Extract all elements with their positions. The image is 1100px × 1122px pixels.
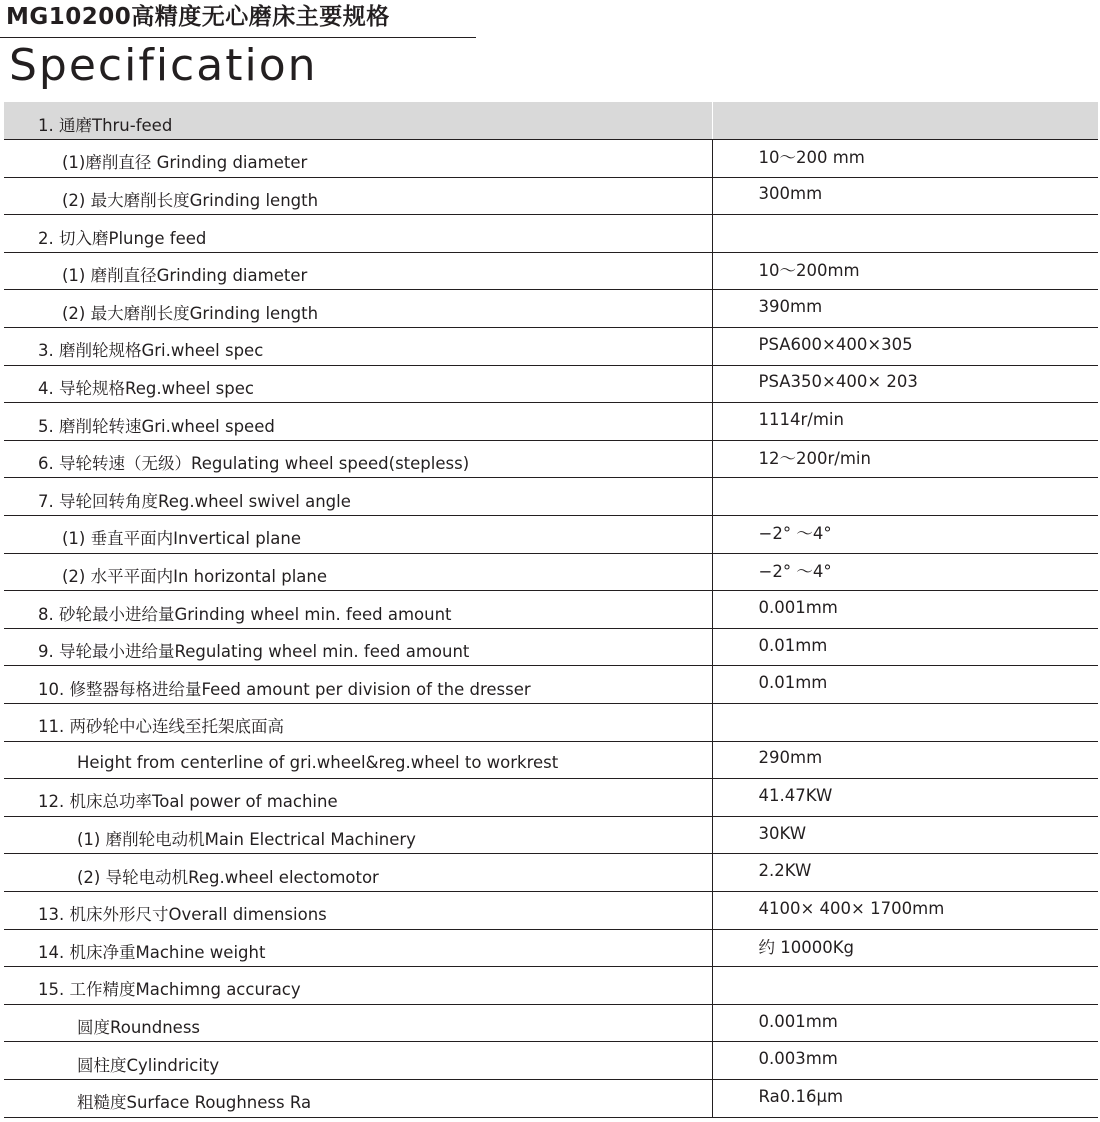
spec-label-cell: [4, 328, 712, 366]
spec-row: [4, 440, 1098, 478]
spec-value: [712, 478, 1098, 516]
spec-label-cell: [4, 967, 712, 1005]
spec-row: [4, 177, 1098, 215]
spec-label: (2) 最大磨削长度Grinding length: [62, 190, 319, 210]
spec-row: [4, 553, 1098, 591]
spec-label: (1) 磨削直径Grinding diameter: [62, 266, 308, 286]
spec-label: (2) 最大磨削长度Grinding length: [62, 303, 319, 323]
spec-label-cell: [4, 403, 712, 441]
spec-value: [712, 215, 1098, 253]
spec-row: [4, 628, 1098, 666]
spec-label: 8. 砂轮最小进给量Grinding wheel min. feed amount: [38, 604, 452, 624]
spec-label-cell: [4, 516, 712, 554]
spec-value: [712, 967, 1098, 1005]
spec-value: 4100× 400× 1700mm: [712, 891, 1098, 929]
spec-row: [4, 252, 1098, 290]
spec-label-cell: [4, 1004, 712, 1042]
spec-value: 12～200r/min: [712, 440, 1098, 478]
spec-label: 7. 导轮回转角度Reg.wheel swivel angle: [38, 491, 351, 511]
spec-label: 2. 切入磨Plunge feed: [38, 228, 207, 248]
spec-value: 0.01mm: [712, 628, 1098, 666]
spec-value: 0.001mm: [712, 591, 1098, 629]
spec-label-cell: [4, 1079, 712, 1117]
spec-label: 粗糙度Surface Roughness Ra: [77, 1093, 312, 1113]
spec-label-cell: [4, 854, 712, 892]
spec-label: 4. 导轮规格Reg.wheel spec: [38, 378, 254, 398]
spec-row: [4, 1079, 1098, 1117]
spec-value: 10～200mm: [712, 252, 1098, 290]
spec-value: 30KW: [712, 816, 1098, 854]
specification-heading: Specification: [9, 40, 318, 91]
spec-row: [4, 403, 1098, 441]
spec-row: [4, 816, 1098, 854]
spec-value: [712, 704, 1098, 742]
spec-row: [4, 328, 1098, 366]
spec-label-cell: [4, 215, 712, 253]
spec-label: (2) 水平平面内In horizontal plane: [62, 566, 328, 586]
spec-label: (1) 垂直平面内Invertical plane: [62, 529, 301, 549]
spec-row: [4, 741, 1098, 779]
spec-value: −2° ～4°: [712, 516, 1098, 554]
spec-row: [4, 967, 1098, 1005]
spec-row: [4, 215, 1098, 253]
spec-label-cell: [4, 929, 712, 967]
spec-value: PSA600×400×305: [712, 328, 1098, 366]
spec-label: 6. 导轮转速（无级）Regulating wheel speed(stepless): [38, 454, 470, 474]
spec-label-cell: [4, 704, 712, 742]
spec-value: 0.001mm: [712, 1004, 1098, 1042]
spec-label: 14. 机床净重Machine weight: [38, 942, 266, 962]
spec-label: 10. 修整器每格进给量Feed amount per division of the dresser: [38, 679, 531, 699]
spec-label: 圆度Roundness: [77, 1018, 201, 1038]
spec-label-cell: [4, 177, 712, 215]
spec-label-cell: [4, 741, 712, 779]
spec-row: [4, 704, 1098, 742]
spec-value: 约 10000Kg: [712, 929, 1098, 967]
spec-label: 圆柱度Cylindricity: [77, 1055, 220, 1075]
spec-value: Ra0.16μm: [712, 1079, 1098, 1117]
spec-row: [4, 779, 1098, 817]
spec-row: [4, 1042, 1098, 1080]
spec-label-cell: [4, 102, 712, 140]
spec-label: (1) 磨削轮电动机Main Electrical Machinery: [77, 830, 416, 850]
spec-label-cell: [4, 440, 712, 478]
spec-row: [4, 478, 1098, 516]
spec-label: 3. 磨削轮规格Gri.wheel spec: [38, 341, 264, 361]
spec-label-cell: [4, 591, 712, 629]
spec-label: 13. 机床外形尺寸Overall dimensions: [38, 905, 327, 925]
spec-row: [4, 666, 1098, 704]
spec-value: 1114r/min: [712, 403, 1098, 441]
specification-table-body: [4, 102, 1098, 1117]
spec-value: 290mm: [712, 741, 1098, 779]
spec-value: 0.003mm: [712, 1042, 1098, 1080]
spec-label-cell: [4, 628, 712, 666]
spec-value: PSA350×400× 203: [712, 365, 1098, 403]
spec-label: 1. 通磨Thru-feed: [38, 115, 173, 135]
spec-label-cell: [4, 140, 712, 178]
spec-row: [4, 102, 1098, 140]
spec-value: 0.01mm: [712, 666, 1098, 704]
document-title: MG10200高精度无心磨床主要规格: [6, 4, 390, 30]
spec-value: 10～200 mm: [712, 140, 1098, 178]
spec-value: −2° ～4°: [712, 553, 1098, 591]
spec-row: [4, 290, 1098, 328]
spec-row: [4, 929, 1098, 967]
spec-label-cell: [4, 290, 712, 328]
spec-label: 9. 导轮最小进给量Regulating wheel min. feed amount: [38, 642, 470, 662]
spec-label: (2) 导轮电动机Reg.wheel electomotor: [77, 867, 379, 887]
spec-row: [4, 140, 1098, 178]
spec-value: 2.2KW: [712, 854, 1098, 892]
spec-value: 300mm: [712, 177, 1098, 215]
spec-label: 12. 机床总功率Toal power of machine: [38, 792, 338, 812]
spec-label-cell: [4, 478, 712, 516]
spec-row: [4, 891, 1098, 929]
spec-label-cell: [4, 666, 712, 704]
spec-row: [4, 1004, 1098, 1042]
spec-label: 5. 磨削轮转速Gri.wheel speed: [38, 416, 275, 436]
spec-row: [4, 591, 1098, 629]
spec-label-cell: [4, 1042, 712, 1080]
specification-table: [4, 102, 1098, 1118]
spec-value: 41.47KW: [712, 779, 1098, 817]
spec-label: 11. 两砂轮中心连线至托架底面高: [38, 717, 284, 737]
spec-label-cell: [4, 553, 712, 591]
spec-label-cell: [4, 365, 712, 403]
spec-label-cell: [4, 252, 712, 290]
spec-value: 390mm: [712, 290, 1098, 328]
spec-row: [4, 854, 1098, 892]
spec-row: [4, 365, 1098, 403]
spec-label: Height from centerline of gri.wheel&reg.wheel to workrest: [77, 753, 559, 773]
spec-label-cell: [4, 816, 712, 854]
spec-row: [4, 516, 1098, 554]
spec-value: [712, 102, 1098, 140]
spec-label-cell: [4, 891, 712, 929]
spec-label: 15. 工作精度Machimng accuracy: [38, 980, 301, 1000]
spec-label: (1)磨削直径 Grinding diameter: [62, 153, 308, 173]
spec-label-cell: [4, 779, 712, 817]
